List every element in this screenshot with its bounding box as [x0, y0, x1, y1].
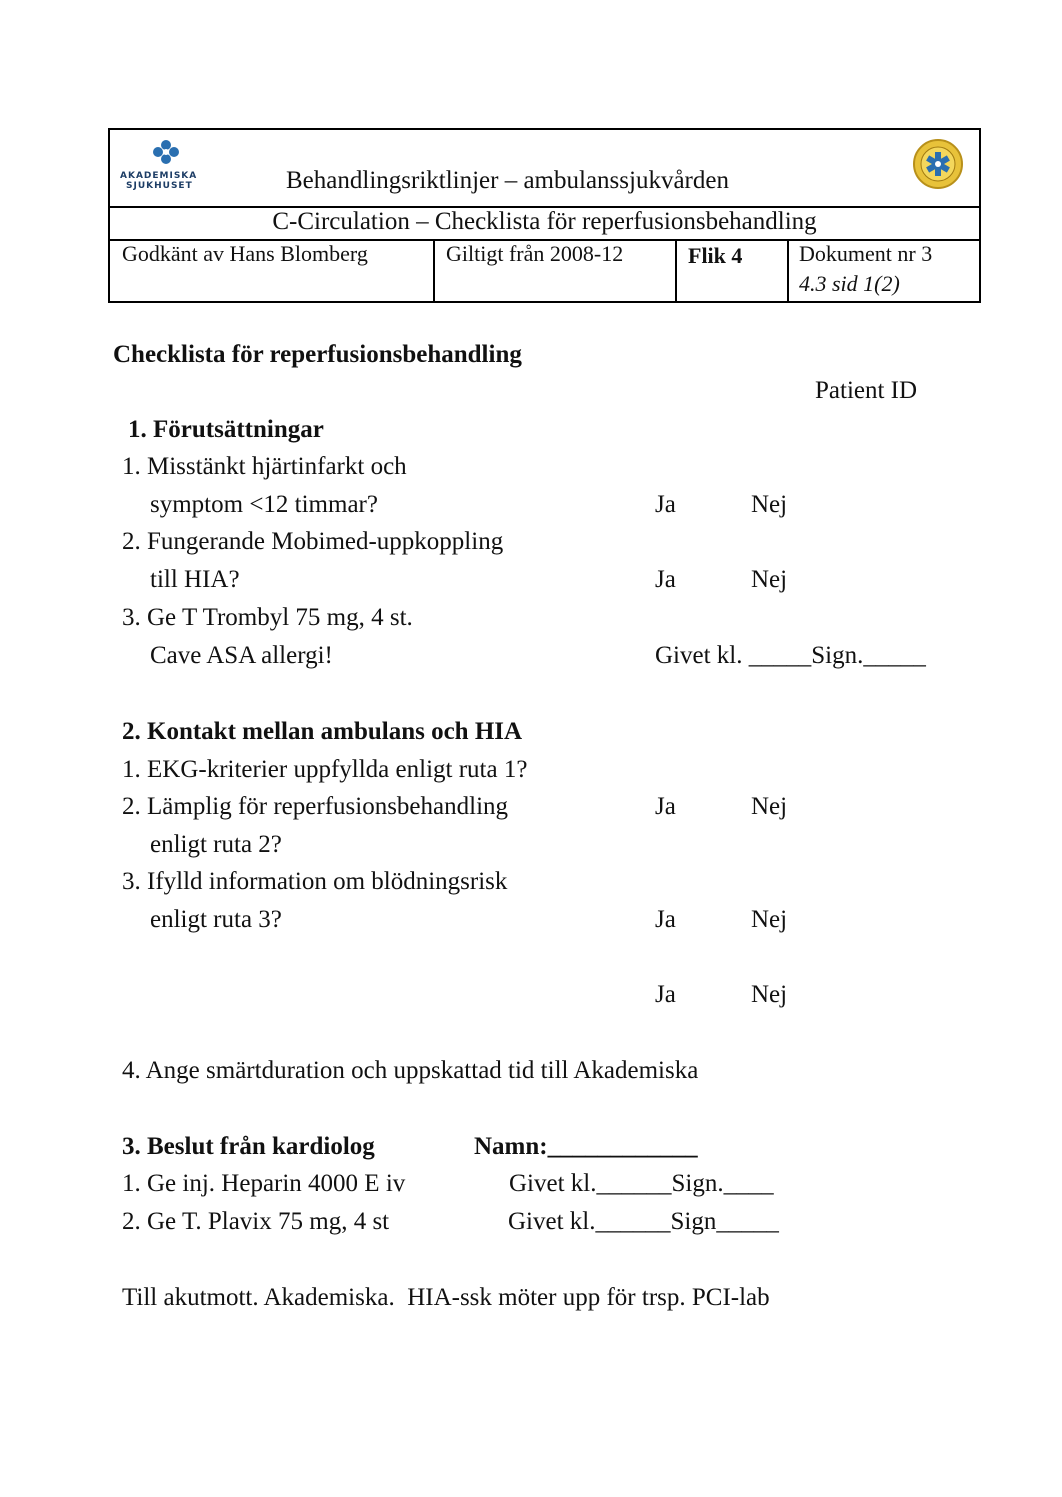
section-3-item-1: 1. Ge inj. Heparin 4000 E iv	[122, 1170, 406, 1197]
section-3-item-2: 2. Ge T. Plavix 75 mg, 4 st	[122, 1208, 390, 1235]
tab-label: Flik 4	[688, 243, 743, 268]
logo-line-2: SJUKHUSET	[126, 181, 193, 191]
given-time-sign-field[interactable]: Givet kl.______Sign.____	[509, 1170, 774, 1197]
page-reference: 4.3 sid 1(2)	[799, 271, 900, 296]
patient-id-label: Patient ID	[815, 377, 918, 404]
star-of-life-emblem-icon	[912, 138, 964, 190]
checklist-heading: Checklista för reperfusionsbehandling	[113, 341, 522, 368]
hospital-cross-icon	[120, 136, 212, 166]
document-header-table	[108, 128, 981, 303]
yes-option[interactable]: Ja	[655, 981, 676, 1008]
section-1-item-2-line-2: till HIA?	[150, 566, 240, 593]
no-option[interactable]: Nej	[751, 793, 788, 820]
section-2-item-3-line-2: enligt ruta 3?	[150, 906, 282, 933]
given-time-sign-field[interactable]: Givet kl.______Sign_____	[508, 1208, 779, 1235]
no-option[interactable]: Nej	[751, 906, 788, 933]
document-subtitle: C-Circulation – Checklista för reperfusionsbehandling	[272, 208, 817, 235]
section-1-item-1-line-2: symptom <12 timmar?	[150, 491, 378, 518]
section-1-item-2-line-1: 2. Fungerande Mobimed-uppkoppling	[122, 528, 504, 555]
section-1-item-3-line-2: Cave ASA allergi!	[150, 642, 333, 669]
logo-line-1: AKADEMISKA	[120, 171, 198, 181]
given-time-sign-field[interactable]: Givet kl. _____Sign._____	[655, 642, 926, 669]
yes-option[interactable]: Ja	[655, 793, 676, 820]
section-1-item-1-line-1: 1. Misstänkt hjärtinfarkt och	[122, 453, 407, 480]
section-2-title: 2. Kontakt mellan ambulans och HIA	[122, 718, 523, 745]
document-number: Dokument nr 3	[799, 241, 933, 266]
transport-note: Till akutmott. Akademiska. HIA-ssk möter upp för trsp. PCI-lab	[122, 1284, 770, 1311]
section-3-title: 3. Beslut från kardiolog	[122, 1133, 375, 1160]
no-option[interactable]: Nej	[751, 981, 788, 1008]
cardiologist-name-field[interactable]: Namn:____________	[474, 1133, 698, 1160]
no-option[interactable]: Nej	[751, 566, 788, 593]
hospital-logo	[120, 136, 212, 196]
section-2-item-3-line-1: 3. Ifylld information om blödningsrisk	[122, 868, 508, 895]
valid-from: Giltigt från 2008-12	[446, 241, 624, 266]
yes-option[interactable]: Ja	[655, 906, 676, 933]
section-1-item-3-line-1: 3. Ge T Trombyl 75 mg, 4 st.	[122, 604, 413, 631]
ambulance-emblem	[912, 138, 964, 190]
section-1-title: 1. Förutsättningar	[128, 416, 324, 443]
approved-by: Godkänt av Hans Blomberg	[122, 241, 368, 266]
document-title: Behandlingsriktlinjer – ambulanssjukvården	[286, 167, 729, 194]
section-2-item-1: 1. EKG-kriterier uppfyllda enligt ruta 1?	[122, 756, 528, 783]
yes-option[interactable]: Ja	[655, 491, 676, 518]
section-2-item-2-line-2: enligt ruta 2?	[150, 831, 282, 858]
yes-option[interactable]: Ja	[655, 566, 676, 593]
section-2-item-2-line-1: 2. Lämplig för reperfusionsbehandling	[122, 793, 509, 820]
section-2-item-4: 4. Ange smärtduration och uppskattad tid till Akademiska	[122, 1057, 699, 1084]
no-option[interactable]: Nej	[751, 491, 788, 518]
